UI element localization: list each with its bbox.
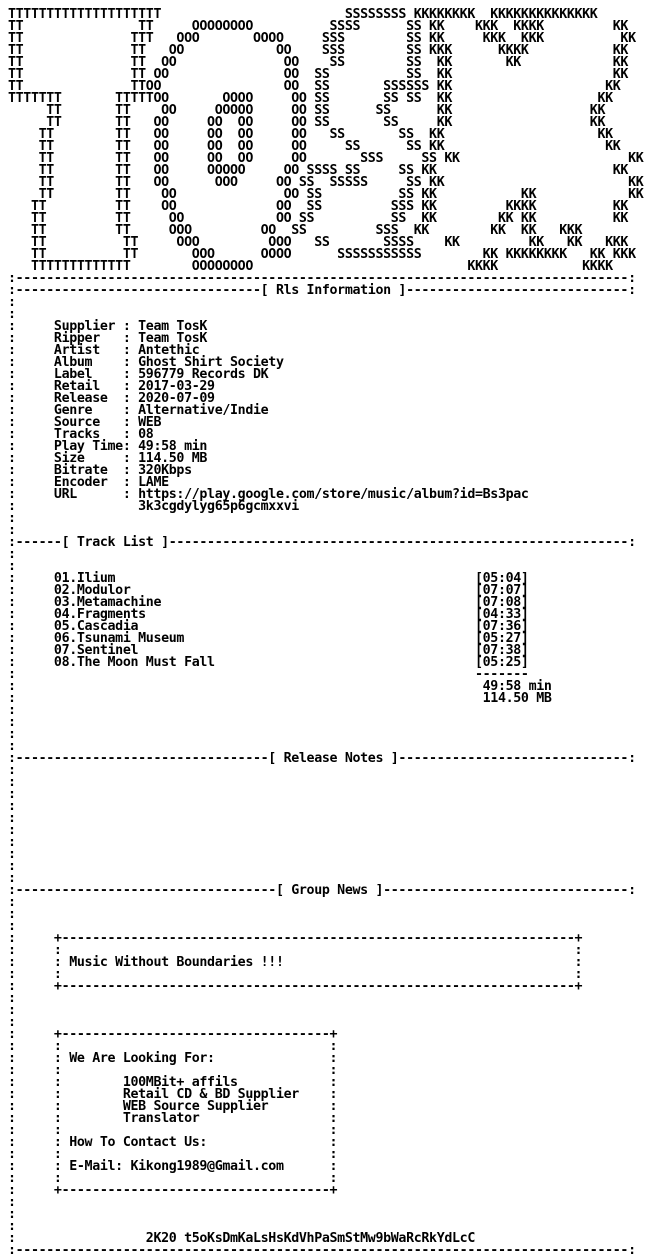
nfo-text-line: : 04.Fragments [04:33] — [8, 607, 529, 622]
nfo-text-line: : : Music Without Boundaries !!! : — [8, 955, 583, 970]
nfo-text-line: : : : — [8, 1147, 338, 1162]
nfo-text-line: : — [8, 547, 16, 562]
nfo-text-line: : — [8, 739, 16, 754]
nfo-text-line: : 08.The Moon Must Fall [05:25] — [8, 655, 529, 670]
nfo-text-line: : 02.Modulor [07:07] — [8, 583, 529, 598]
nfo-text-line: :--------------------------------------------------------------------------------: — [8, 271, 636, 286]
nfo-text-line: : 114.50 MB — [8, 691, 552, 706]
logo-art-line: TT TT OO OO SS SS KK KK KK — [8, 55, 629, 70]
logo-art-line: TT TT OO OO SS SS KK KK — [8, 67, 629, 82]
nfo-text-line: : 03.Metamachine [07:08] — [8, 595, 529, 610]
nfo-text-line: : Label : 596779 Records DK — [8, 367, 269, 382]
nfo-document — [8, 9, 643, 1257]
nfo-text-line: : Album : Ghost Shirt Society — [8, 355, 284, 370]
nfo-text-line: : — [8, 727, 16, 742]
logo-art-line: TT TT OOO OOO SS SSSS KK KK KK KKK — [8, 235, 629, 250]
nfo-text-line: : — [8, 835, 16, 850]
nfo-text-line: : — [8, 847, 16, 862]
nfo-text-line: : : We Are Looking For: : — [8, 1051, 338, 1066]
nfo-text-line: : ------- — [8, 667, 529, 682]
nfo-text-line: : — [8, 859, 16, 874]
nfo-text-line: : — [8, 559, 16, 574]
nfo-text-line: : Genre : Alternative/Indie — [8, 403, 269, 418]
nfo-text-line: : — [8, 1015, 16, 1030]
nfo-text-line: : : How To Contact Us: : — [8, 1135, 338, 1150]
nfo-text-line: : — [8, 919, 16, 934]
logo-art-line: TT TT OO OOOOO OO SSSS SS SS KK KK — [8, 163, 629, 178]
logo-art-line: TT TT OO OO OO OO SS SS KK KK — [8, 139, 621, 154]
nfo-text-line: : : : — [8, 1123, 338, 1138]
nfo-text-line: : — [8, 1207, 16, 1222]
logo-art-line: TT TT OOO OOOO SSSSSSSSSSS KK KKKKKKKK KK KKK — [8, 247, 636, 262]
nfo-text-line: : — [8, 1195, 16, 1210]
logo-art-line: TT TT OO OOO OO SS SSSSS SS KK KK — [8, 175, 644, 190]
nfo-text-line: : — [8, 775, 16, 790]
nfo-text-line: : Supplier : Team TosK — [8, 319, 208, 334]
nfo-text-line: : +-----------------------------------+ — [8, 1027, 338, 1042]
logo-art-line: TT TTOO OO SS SSSSSS KK KK — [8, 79, 621, 94]
nfo-text-line: : — [8, 895, 16, 910]
nfo-text-line: : +-------------------------------------------------------------------+ — [8, 931, 583, 946]
nfo-text-line: : URL : https://play.google.com/store/music/album?id=Bs3pac — [8, 487, 529, 502]
nfo-text-line: : : WEB Source Supplier : — [8, 1099, 338, 1114]
nfo-text-line: : Encoder : LAME — [8, 475, 169, 490]
nfo-text-line: :--------------------------------------------------------------------------------: — [8, 1243, 636, 1258]
nfo-text-line: : Artist : Antethic — [8, 343, 200, 358]
nfo-text-line: : — [8, 787, 16, 802]
nfo-text-line: : 3k3cgdylyg65p6gcmxxvi — [8, 499, 299, 514]
nfo-text-line: : — [8, 799, 16, 814]
nfo-text-line: : — [8, 1003, 16, 1018]
nfo-text-line: : — [8, 1219, 16, 1234]
logo-art-line: TT TT OO OO SS SSS KK KKKK KK — [8, 199, 629, 214]
logo-art-line: TT TT OO OO OO OO SS SS KK KK — [8, 127, 613, 142]
nfo-text-line: : +-----------------------------------+ — [8, 1183, 338, 1198]
nfo-text-line: :------[ Track List ]------------------------------------------------------------: — [8, 535, 636, 550]
nfo-text-line: :----------------------------------[ Group News ]--------------------------------: — [8, 883, 636, 898]
nfo-text-line: : : : — [8, 1039, 338, 1054]
nfo-text-line: : Tracks : 08 — [8, 427, 154, 442]
nfo-text-line: : : Translator : — [8, 1111, 338, 1126]
logo-art-line: TTTTTTTTTTTTT OOOOOOOO KKKK KKKK — [8, 259, 613, 274]
nfo-text-line: : Bitrate : 320Kbps — [8, 463, 192, 478]
nfo-text-line: :---------------------------------[ Release Notes ]------------------------------: — [8, 751, 636, 766]
nfo-text-line: : 07.Sentinel [07:38] — [8, 643, 529, 658]
nfo-text-line: : — [8, 307, 16, 322]
nfo-text-line: : — [8, 511, 16, 526]
nfo-text-line: : : : — [8, 1063, 338, 1078]
nfo-text-line: : — [8, 523, 16, 538]
nfo-text-line: : Play Time: 49:58 min — [8, 439, 208, 454]
logo-art-line: TT TT OO OO SS SS KK KK KK KK — [8, 211, 629, 226]
nfo-text-line: : — [8, 991, 16, 1006]
logo-art-line: TT TT OO OO SS SS KK KK KK — [8, 187, 644, 202]
nfo-text-line: : 2K20 t5oKsDmKaLsHsKdVhPaSmStMw9bWaRcRkYdLcC — [8, 1231, 475, 1246]
nfo-text-line: :--------------------------------[ Rls Information ]-----------------------------: — [8, 283, 636, 298]
nfo-text-line: : — [8, 907, 16, 922]
nfo-text-line: : 05.Cascadia [07:36] — [8, 619, 529, 634]
nfo-text-line: : : E-Mail: Kikong1989@Gmail.com : — [8, 1159, 338, 1174]
logo-art-line: TT TT OO OO SSS SS KKK KKKK KK — [8, 43, 629, 58]
logo-art-line: TT TTT OOO OOOO SSS SS KK KKK KKK KK — [8, 31, 636, 46]
nfo-text-line: : — [8, 763, 16, 778]
nfo-text-line: : : 100MBit+ affils : — [8, 1075, 338, 1090]
nfo-text-line: : 49:58 min — [8, 679, 552, 694]
nfo-text-line: : — [8, 871, 16, 886]
logo-art-line: TT TT OOO OO SS SSS KK KK KK KKK — [8, 223, 583, 238]
nfo-text-line: : — [8, 811, 16, 826]
nfo-text-line: : — [8, 823, 16, 838]
logo-art-line: TT TT OO OOOOO OO SS SS KK KK — [8, 103, 606, 118]
nfo-text-line: : : : — [8, 943, 583, 958]
logo-art-line: TT TT OO OO OO OO SS SS KK KK — [8, 115, 606, 130]
logo-art-line: TT TT OO OO OO OO SSS SS KK KK — [8, 151, 644, 166]
nfo-text-line: : Size : 114.50 MB — [8, 451, 208, 466]
nfo-text-line: : — [8, 703, 16, 718]
logo-art-line: TTTTTTTTTTTTTTTTTTTT SSSSSSSS KKKKKKKK KKKKKKKKKKKKKK — [8, 7, 598, 22]
nfo-text-line: : 06.Tsunami Museum [05:27] — [8, 631, 529, 646]
nfo-text-line: : : : — [8, 1171, 338, 1186]
nfo-text-line: : Release : 2020-07-09 — [8, 391, 215, 406]
logo-art-line: TT TT OOOOOOOO SSSS SS KK KKK KKKK KK — [8, 19, 629, 34]
nfo-text-line: : Source : WEB — [8, 415, 162, 430]
nfo-text-line: : : : — [8, 967, 583, 982]
nfo-text-line: : Retail : 2017-03-29 — [8, 379, 215, 394]
nfo-text-line: : 01.Ilium [05:04] — [8, 571, 529, 586]
nfo-text-line: : Ripper : Team TosK — [8, 331, 208, 346]
nfo-text-line: : +-------------------------------------------------------------------+ — [8, 979, 583, 994]
logo-art-line: TTTTTTT TTTTTOO OOOO OO SS SS SS KK KK — [8, 91, 613, 106]
nfo-text-line: : : Retail CD & BD Supplier : — [8, 1087, 338, 1102]
nfo-text-line: : — [8, 715, 16, 730]
nfo-text-line: : — [8, 295, 16, 310]
